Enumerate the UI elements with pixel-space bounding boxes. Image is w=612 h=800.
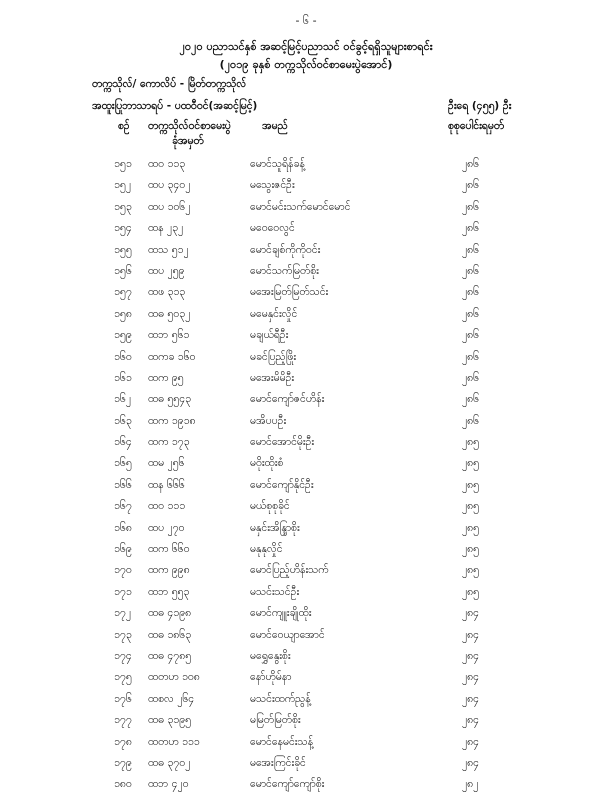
- total-score: ၂၈၅: [462, 543, 480, 556]
- row-number: ၁၇၆: [114, 692, 132, 705]
- total-score: ၂၈၅: [462, 564, 480, 577]
- row-number: ၁၆၂: [114, 393, 131, 406]
- total-score: ၂၈၆: [462, 307, 480, 320]
- total-score: ၂၈၂: [462, 778, 479, 791]
- roll-number: ထဘ ၅၅၃: [148, 585, 190, 598]
- document-title: ၂၀၂၀ ပညာသင်နှစ် အဆင့်မြင့်ပညာသင် ဝင်ခွင့်ရရှိသူများစာရင်း: [179, 40, 433, 53]
- column-header-roll-number: ခုံအမှတ်: [172, 135, 204, 147]
- table-row: [0, 372, 612, 393]
- table-row: [0, 714, 612, 735]
- student-name: မဝိုးထိုးစံ: [250, 457, 284, 470]
- row-number: ၁၆၈: [114, 521, 132, 534]
- student-name: မချယ်ရီဦး: [250, 329, 289, 342]
- roll-number: ထတဟ ၁၁၁: [148, 735, 200, 748]
- table-row: [0, 201, 612, 222]
- row-number: ၁၆၉: [114, 543, 132, 556]
- roll-number: ထက ၆၆၀: [148, 543, 190, 556]
- total-score: ၂၈၆: [462, 286, 480, 299]
- student-name: မောင်ကျော်နိုင်ဦး: [250, 478, 314, 491]
- roll-number: ထက ၉၉၈: [148, 564, 190, 577]
- roll-number: ထသ ၅၁၂: [148, 243, 189, 256]
- student-name: နော်ဟိုမ်နာ: [250, 671, 292, 684]
- student-name: မအိပပဦး: [250, 414, 287, 427]
- row-number: ၁၇၅: [114, 671, 132, 684]
- roll-number: ထဘ ၅၆၁: [148, 329, 190, 342]
- row-number: ၁၇၁: [114, 585, 132, 598]
- row-number: ၁၇၄: [114, 649, 132, 662]
- table-row: [0, 629, 612, 650]
- student-name: မဝေဝေလွင်: [250, 222, 295, 235]
- document-subtitle: (၂၀၁၉ ခုနှစ် တက္ကသိုလ်ဝင်စာမေးပွဲအောင်): [219, 58, 393, 71]
- student-name: မောင်သက်မြတ်စိုး: [250, 264, 319, 277]
- row-number: ၁၆၇: [114, 500, 132, 513]
- roll-number: ထပ ၂၅၉: [148, 264, 185, 277]
- row-number: ၁၆၁: [114, 371, 132, 384]
- student-name: မအေးကြင်းခိုင်: [250, 756, 306, 769]
- roll-number: ထက ၁၉၁၈: [148, 414, 196, 427]
- total-score: ၂၈၆: [462, 414, 480, 427]
- total-score: ၂၈၅: [462, 521, 480, 534]
- roll-number: ထကခ ၁၆၀: [148, 350, 196, 363]
- table-row: [0, 607, 612, 628]
- table-row: [0, 351, 612, 372]
- column-header-score: စုစုပေါင်းရမှတ်: [448, 120, 505, 132]
- table-row: [0, 543, 612, 564]
- table-row: [0, 479, 612, 500]
- table-row: [0, 222, 612, 243]
- row-number: ၁၅၈: [114, 307, 132, 320]
- table-row: [0, 244, 612, 265]
- student-name: မသင်းထက်ညွန့်: [250, 692, 311, 705]
- student-name: မောင်ချစ်ကိုကိုဝင်း: [250, 243, 321, 256]
- row-number: ၁၅၁: [114, 158, 132, 170]
- roll-number: ထဖ ၃၁၃: [148, 286, 186, 299]
- total-score: ၂၈၄: [462, 671, 480, 684]
- table-row: [0, 522, 612, 543]
- student-name: မောင်အောင်မိုးဦး: [250, 436, 315, 449]
- roll-number: ထက ၉၅: [148, 371, 184, 384]
- table-row: [0, 736, 612, 757]
- student-name: မအေးမြတ်မြတ်သင်း: [250, 286, 329, 299]
- page-number: - ၆ -: [295, 14, 317, 27]
- roll-number: ထစလ ၂၆၄: [148, 692, 195, 705]
- student-name: မောင်ဝေယျာအောင်: [250, 628, 325, 641]
- total-score: ၂၈၆: [462, 350, 480, 363]
- roll-number: ထဝ ၁၁၁: [148, 500, 186, 513]
- roll-number: ထပ ၂၇၀: [148, 521, 185, 534]
- total-score: ၂၈၅: [462, 478, 480, 491]
- row-number: ၁၅၃: [114, 200, 132, 213]
- table-row: [0, 650, 612, 671]
- total-score: ၂၈၄: [462, 756, 480, 769]
- roll-number: ထဓ ၅၀၃၂: [148, 307, 191, 320]
- row-number: ၁၆၀: [114, 350, 132, 363]
- student-name: မသင်းသင်ဦး: [250, 585, 300, 598]
- roll-number: ထပ ၁၀၆၂: [148, 200, 191, 213]
- roll-number: ထဓ ၄၁၉၈: [148, 607, 192, 620]
- row-number: ၁၇၃: [114, 628, 132, 641]
- roll-number: ထန ၂၃၂: [148, 222, 184, 235]
- table-row: [0, 500, 612, 521]
- student-name: မောင်ကျူးချိုထိုး: [250, 607, 312, 620]
- roll-number: ထဓ ၁၈၆၃: [148, 628, 192, 641]
- total-score: ၂၈၆: [462, 264, 480, 277]
- table-row: [0, 415, 612, 436]
- row-number: ၁၅၉: [114, 329, 132, 342]
- student-name: မောင်ကျော်ဇင်ဟိန်း: [250, 393, 325, 406]
- total-score: ၂၈၄: [462, 735, 480, 748]
- row-number: ၁၇၀: [114, 564, 132, 577]
- table-row: [0, 308, 612, 329]
- student-name: မောင်နေမင်းသန့်: [250, 735, 314, 748]
- total-score: ၂၈၆: [462, 222, 480, 235]
- student-name: မောင်သူရိန်ခန့်: [250, 158, 305, 170]
- row-number: ၁၇၈: [114, 735, 132, 748]
- total-score: ၂၈၆: [462, 393, 480, 406]
- row-number: ၁၇၇: [114, 714, 132, 727]
- total-score: ၂၈၄: [462, 649, 480, 662]
- table-row: [0, 671, 612, 692]
- university-line: တက္ကသိုလ်/ ကောလိပ် - မြိတ်တက္ကသိုလ်: [92, 78, 247, 90]
- total-score: ၂၈၆: [462, 158, 480, 170]
- row-number: ၁၅၅: [114, 243, 132, 256]
- row-number: ၁၅၇: [114, 286, 132, 299]
- row-number: ၁၇၉: [114, 756, 132, 769]
- student-name: မခင်ပြည့်ဖြိုး: [250, 350, 297, 363]
- total-score: ၂၈၄: [462, 628, 480, 641]
- total-score: ၂၈၄: [462, 692, 480, 705]
- row-number: ၁၅၄: [114, 222, 132, 235]
- table-row: [0, 693, 612, 714]
- total-seats: ဦးရေ (၄၅၅) ဦး: [448, 100, 512, 112]
- table-row: [0, 757, 612, 778]
- table-row: [0, 265, 612, 286]
- results-table: [0, 158, 612, 800]
- total-score: ၂၈၆: [462, 179, 480, 192]
- roll-number: ထဓ ၄၇၈၅: [148, 649, 192, 662]
- total-score: ၂၈၄: [462, 607, 480, 620]
- row-number: ၁၈၀: [114, 778, 132, 791]
- row-number: ၁၆၄: [114, 436, 132, 449]
- student-name: မယ်စုစုခိုင်: [250, 500, 290, 513]
- column-header-roll: တက္ကသိုလ်ဝင်စာမေးပွဲ: [148, 120, 231, 132]
- total-score: ၂၈၆: [462, 329, 480, 342]
- student-name: မသွေးဇင်ဦး: [250, 179, 295, 192]
- row-number: ၁၆၆: [114, 478, 132, 491]
- table-row: [0, 158, 612, 179]
- total-score: ၂၈၄: [462, 714, 480, 727]
- roll-number: ထမ ၂၅၆: [148, 457, 185, 470]
- roll-number: ထဓ ၃၇၀၂: [148, 756, 191, 769]
- roll-number: ထတဟ ၁၀၈: [148, 671, 200, 684]
- student-name: မောင်ကျော်ကျော်စိုး: [250, 778, 325, 791]
- total-score: ၂၈၆: [462, 243, 480, 256]
- student-name: မောင်ပြည့်ဟိန်းသက်: [250, 564, 329, 577]
- row-number: ၁၆၃: [114, 414, 132, 427]
- total-score: ၂၈၅: [462, 500, 480, 513]
- table-row: [0, 564, 612, 585]
- roll-number: ထက ၁၇၃: [148, 436, 190, 449]
- total-score: ၂၈၅: [462, 585, 480, 598]
- row-number: ၁၅၂: [114, 179, 131, 192]
- table-row: [0, 393, 612, 414]
- column-header-name: အမည်: [262, 120, 288, 132]
- total-score: ၂၈၆: [462, 200, 480, 213]
- student-name: မနုနုလှိုင်: [250, 543, 283, 556]
- total-score: ၂၈၅: [462, 457, 480, 470]
- roll-number: ထဘ ၄၂၀: [148, 778, 189, 791]
- column-header-no: စဉ်: [118, 120, 130, 132]
- total-score: ၂၈၅: [462, 436, 480, 449]
- student-name: မနှင်းအိန္ဒြာစိုး: [250, 521, 300, 534]
- row-number: ၁၅၆: [114, 264, 132, 277]
- roll-number: ထပ ၃၄၀၂: [148, 179, 191, 192]
- row-number: ၁၆၅: [114, 457, 132, 470]
- table-row: [0, 436, 612, 457]
- specialization-heading: အထူးပြုဘာသာရပ် - ပထဝီဝင်(အဆင့်မြင့်): [92, 100, 258, 112]
- table-row: [0, 457, 612, 478]
- roll-number: ထန ၆၆၆: [148, 478, 185, 491]
- student-name: မောင်မင်းသက်မောင်မောင်: [250, 200, 351, 213]
- roll-number: ထဓ ၅၅၄၃: [148, 393, 192, 406]
- table-row: [0, 329, 612, 350]
- roll-number: ထဓ ၃၁၉၅: [148, 714, 192, 727]
- table-row: [0, 286, 612, 307]
- table-row: [0, 778, 612, 799]
- student-name: မမြတ်မြတ်စိုး: [250, 714, 301, 727]
- student-name: မအေးမိမိဦး: [250, 371, 295, 384]
- student-name: မမေနှင်းလှိုင်: [250, 307, 298, 320]
- roll-number: ထဝ ၁၁၃: [148, 158, 186, 170]
- table-row: [0, 586, 612, 607]
- row-number: ၁၇၂: [114, 607, 131, 620]
- total-score: ၂၈၆: [462, 371, 480, 384]
- student-name: မရွှေနွေးစိုး: [250, 649, 291, 662]
- table-row: [0, 179, 612, 200]
